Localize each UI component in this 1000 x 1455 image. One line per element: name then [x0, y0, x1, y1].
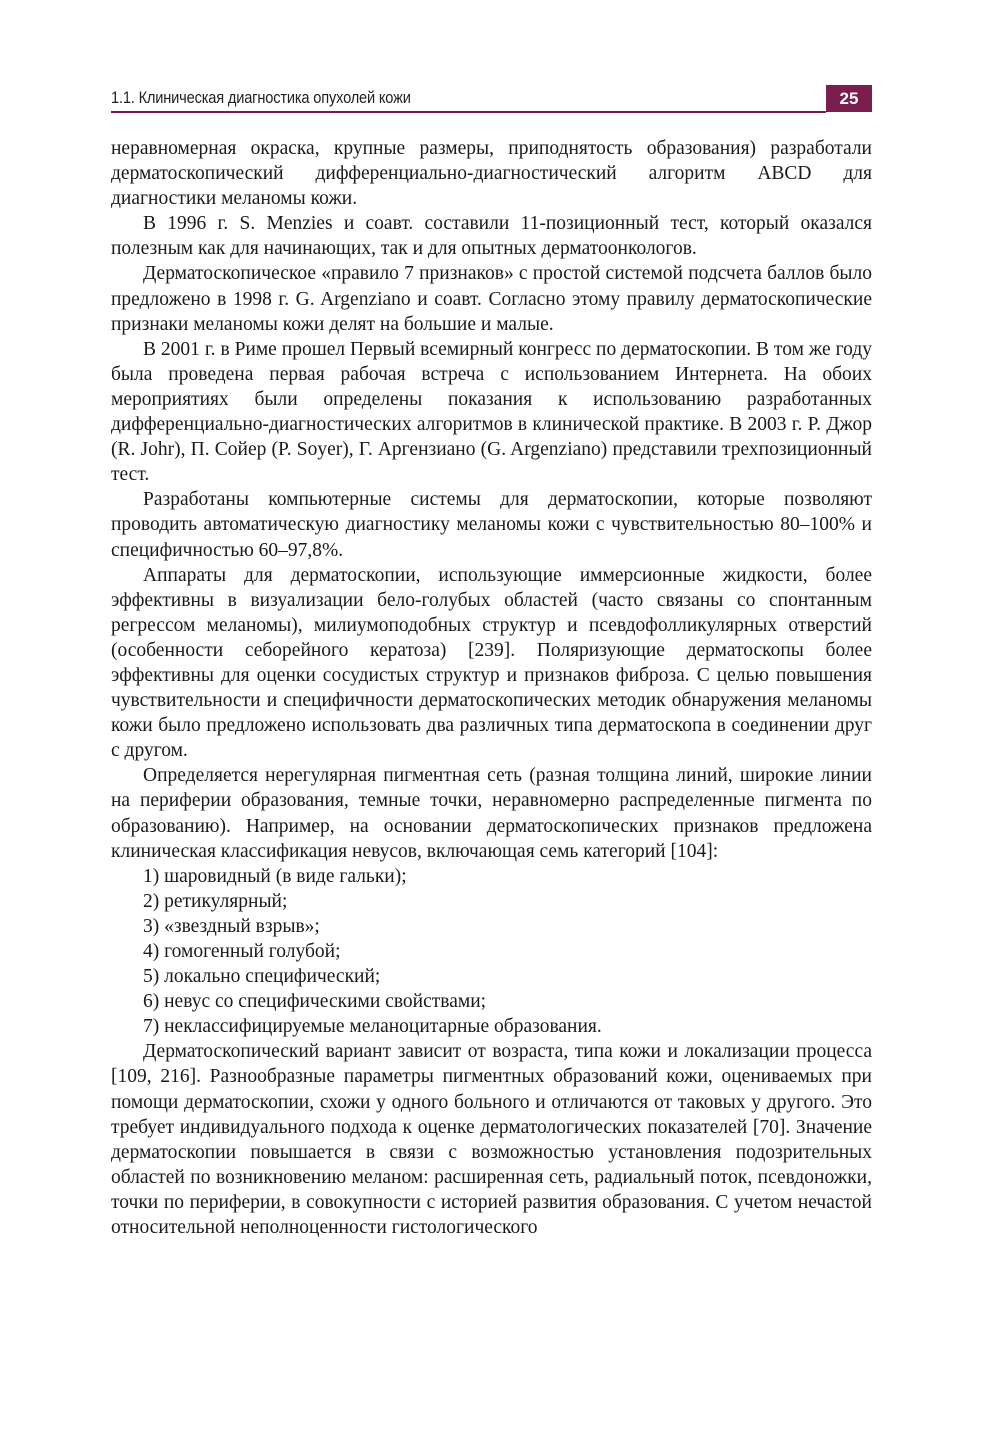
list-item: 4) гомогенный голубой;	[143, 941, 341, 962]
paragraph: неравномерная окраска, крупные размеры, приподнятость образования) разработали дерматоскопический дифференциально-диагностический алгоритм ABCD для диагностики меланомы кожи.	[111, 138, 872, 210]
header-rule	[111, 111, 826, 113]
page-number-badge: 25	[826, 85, 872, 112]
paragraph: Разработаны компьютерные системы для дерматоскопии, которые позволяют проводить автоматическую диагностику меланомы кожи с чувствительностью 80–100% и специфичностью 60–97,8%.	[111, 489, 872, 561]
list-item: 7) неклассифицируемые меланоцитарные образования.	[143, 1016, 602, 1038]
paragraph: Дерматоскопический вариант зависит от возраста, типа кожи и локализации процесса [109, 216]. Разнообразные параметры пигментных образований кожи, оцениваемых при помощи дерматоскопии, схожи у одного больного и отличаются от таковых у другого. Это требует индивидуального подхода к оценке дерматологических показателей [70]. Значение дерматоскопии повышается в связи с возможностью установления подозрительных областей по возникновению меланом: расширенная сеть, радиальный поток, псевдоножки, точки по периферии, в совокупности с историей развития образования. С учетом нечастой относительной неполноценности гистологического	[111, 1041, 872, 1239]
list-item: 3) «звездный взрыв»;	[143, 915, 320, 937]
paragraph: Аппараты для дерматоскопии, использующие иммерсионные жидкости, более эффективны в визуализации бело-голубых областей (часто связаны со спонтанным регрессом меланомы), милиумоподобных структур и псевдофолликулярных отверстий (особенности себорейного кератоза) [239]. Поляризующие дерматоскопы более эффективны для оценки сосудистых структур и признаков фиброза. С целью повышения чувствительности и специфичности дерматоскопических методик обнаружения меланомы кожи было предложено использовать два различных типа дерматоскопа в соединении друг с другом.	[111, 564, 872, 762]
list-item: 1) шаровидный (в виде гальки);	[143, 865, 407, 887]
paragraph: В 1996 г. S. Menzies и соавт. составили 11-позиционный тест, который оказался полезным как для начинающих, так и для опытных дерматоонкологов.	[111, 213, 872, 260]
paragraph: Определяется нерегулярная пигментная сеть (разная толщина линий, широкие линии на периферии образования, темные точки, неравномерно распределенные пигмента по образованию). Например, на основании дерматоскопических признаков предложена клиническая классификация невусов, включающая семь категорий [104]:	[111, 765, 872, 862]
paragraph: Дерматоскопическое «правило 7 признаков» с простой системой подсчета баллов было предложено в 1998 г. G. Argenziano и соавт. Согласно этому правилу дерматоскопические признаки меланомы кожи делят на большие и малые.	[111, 263, 872, 335]
list-item: 5) локально специфический;	[143, 966, 381, 988]
list-item: 2) ретикулярный;	[143, 890, 288, 912]
body-text	[111, 136, 872, 1240]
paragraph: В 2001 г. в Риме прошел Первый всемирный конгресс по дерматоскопии. В том же году была проведена первая рабочая встреча с использованием Интернета. На обоих мероприятиях были определены показания к использованию разработанных дифференциально-диагностических алгоритмов в клинической практике. В 2003 г. Р. Джор (R. Johr), П. Сойер (P. Soyer), Г. Аргензиано (G. Argenziano) представили трехпозиционный тест.	[111, 338, 872, 486]
running-header	[111, 85, 872, 115]
nevus-categories-list	[111, 864, 872, 1040]
running-title: 1.1. Клиническая диагностика опухолей кожи	[111, 88, 411, 107]
list-item: 6) невус со специфическими свойствами;	[143, 991, 487, 1013]
